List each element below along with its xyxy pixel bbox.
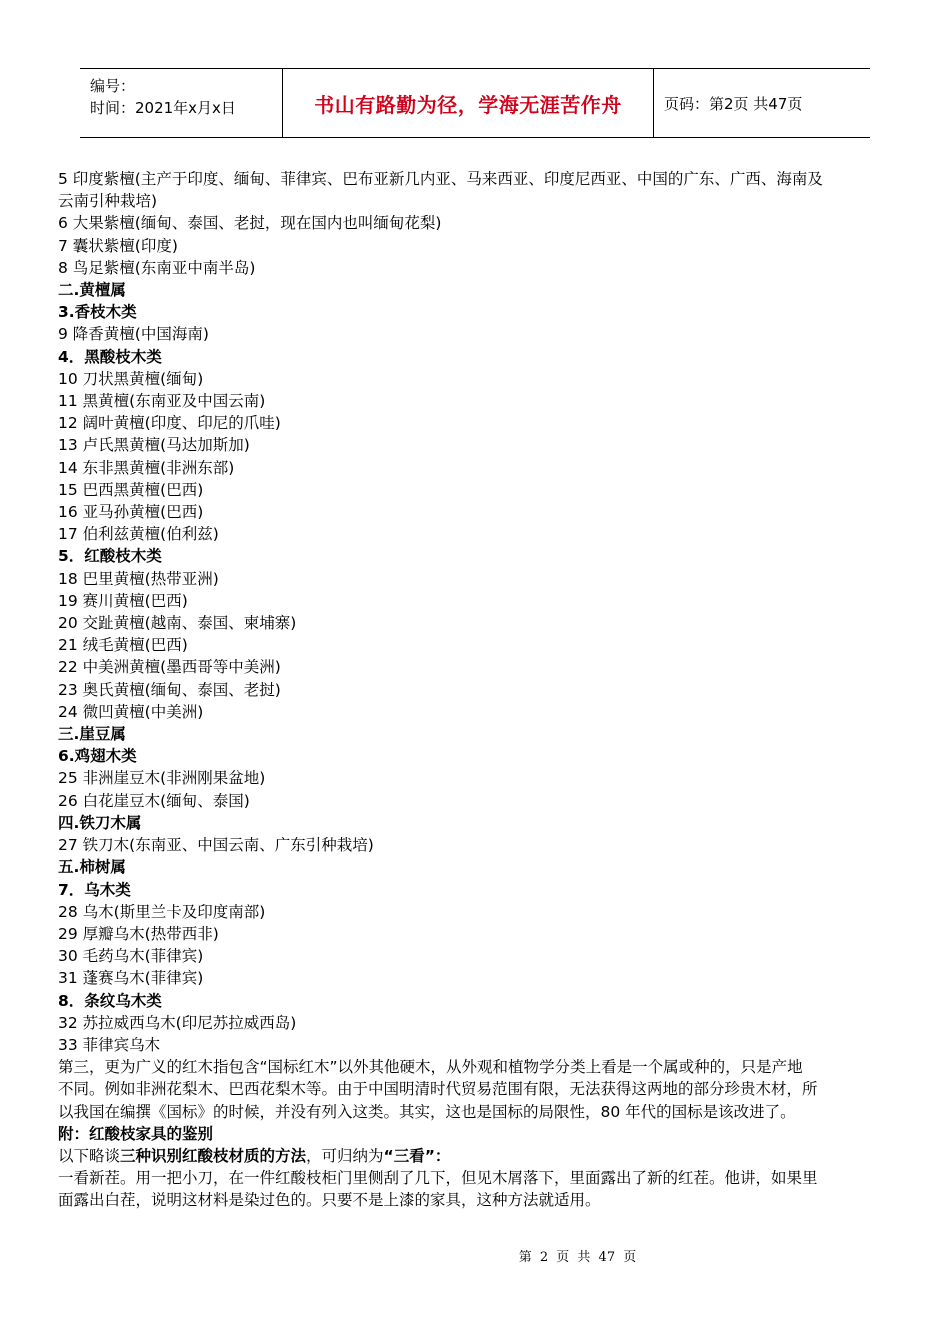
section-heading: 6.鸡翅木类 [58,747,137,766]
text-line: 第三，更为广义的红木指包含“国标红木”以外其他硬木，从外观和植物学分类上看是一个属或种的，只是产地 [58,1058,803,1077]
section-heading: 7．乌木类 [58,880,131,899]
document-body [58,168,888,1212]
footer-page-number: 第 2 页 共 47 页 [518,1250,637,1265]
section-heading: 3.香枝木类 [58,303,137,322]
text-line: 云南引种栽培) [58,192,158,211]
content-lines [58,168,888,1145]
text-line: 18 巴里黄檀(热带亚洲) [58,569,219,588]
text-line: 28 乌木(斯里兰卡及印度南部) [58,902,266,921]
text-line: 15 巴西黑黄檀(巴西) [58,480,204,499]
text-line: 26 白花崖豆木(缅甸、泰国) [58,791,250,810]
page-header [80,68,870,138]
text-line: 8 鸟足紫檀(东南亚中南半岛) [58,258,256,277]
text-line: 16 亚马孙黄檀(巴西) [58,503,204,522]
text-line: 25 非洲崖豆木(非洲刚果盆地) [58,769,266,788]
text-line: 14 东非黑黄檀(非洲东部) [58,458,235,477]
text-line: 22 中美洲黄檀(墨西哥等中美洲) [58,658,281,677]
text-line: 5 印度紫檀(主产于印度、缅甸、菲律宾、巴布亚新几内亚、马来西亚、印度尼西亚、中国的广东、广西、海南及 [58,170,823,188]
section-heading: 4．黑酸枝木类 [58,347,162,366]
text-line: 17 伯利兹黄檀(伯利兹) [58,525,219,544]
section-heading: 二.黄檀属 [58,281,126,300]
text-line: 9 降香黄檀(中国海南) [58,325,209,344]
text-line: 6 大果紫檀(缅甸、泰国、老挝，现在国内也叫缅甸花梨) [58,214,442,233]
methods-intro-part3: ，可归纳为 [306,1146,384,1165]
text-line: 一看新茬。用一把小刀，在一件红酸枝柜门里侧刮了几下，但见木屑落下，里面露出了新的红茬。他讲，如果里 [58,1169,818,1188]
text-line: 7 囊状紫檀(印度) [58,236,178,255]
date-label: 时间：2021年x月x日 [90,99,236,117]
text-line: 10 刀状黑黄檀(缅甸) [58,369,204,388]
text-line: 12 阔叶黄檀(印度、印尼的爪哇) [58,414,281,433]
section-heading: 8．条纹乌木类 [58,991,162,1010]
header-motto: 书山有路勤为径，学海无涯苦作舟 [282,69,654,137]
section-heading: 四.铁刀木属 [58,813,142,832]
text-line: 20 交趾黄檀(越南、泰国、柬埔寨) [58,614,297,633]
text-line: 不同。例如非洲花梨木、巴西花梨木等。由于中国明清时代贸易范围有限，无法获得这两地的部分珍贵木材，所 [58,1080,818,1099]
methods-intro-part1: 以下略谈 [58,1146,121,1165]
text-line: 33 菲律宾乌木 [58,1035,161,1054]
text-line: 11 黑黄檀(东南亚及中国云南) [58,392,266,411]
methods-intro-line [58,1145,888,1167]
header-page-info: 页码：第2页 共47页 [664,94,803,113]
methods-intro-part2: 三种识别红酸枝材质的方法 [120,1146,307,1165]
text-line: 31 蓬赛乌木(菲律宾) [58,969,204,988]
section-heading: 五.柿树属 [58,858,126,877]
section-heading: 附：红酸枝家具的鉴别 [58,1124,214,1143]
text-line: 13 卢氏黑黄檀(马达加斯加) [58,436,250,455]
text-line: 32 苏拉威西乌木(印尼苏拉威西岛) [58,1013,297,1032]
text-line: 29 厚瓣乌木(热带西非) [58,924,219,943]
text-line: 30 毛药乌木(菲律宾) [58,947,204,966]
text-line: 24 微凹黄檀(中美洲) [58,702,204,721]
methods-intro-part4: “三看”： [383,1146,451,1165]
section-heading: 三.崖豆属 [58,725,126,744]
code-label: 编号： [90,77,136,95]
text-line: 23 奥氏黄檀(缅甸、泰国、老挝) [58,680,281,699]
text-line: 19 赛川黄檀(巴西) [58,591,188,610]
text-line: 面露出白茬，说明这材料是染过色的。只要不是上漆的家具，这种方法就适用。 [58,1191,601,1210]
page-footer [0,1246,950,1265]
text-line: 27 铁刀木(东南亚、中国云南、广东引种栽培) [58,836,374,855]
text-line: 21 绒毛黄檀(巴西) [58,636,188,655]
section-heading: 5．红酸枝木类 [58,547,162,566]
header-left-cell [80,69,282,137]
text-line: 以我国在编撰《国标》的时候，并没有列入这类。其实，这也是国标的局限性，80 年代的国标是该改进了。 [58,1102,796,1121]
